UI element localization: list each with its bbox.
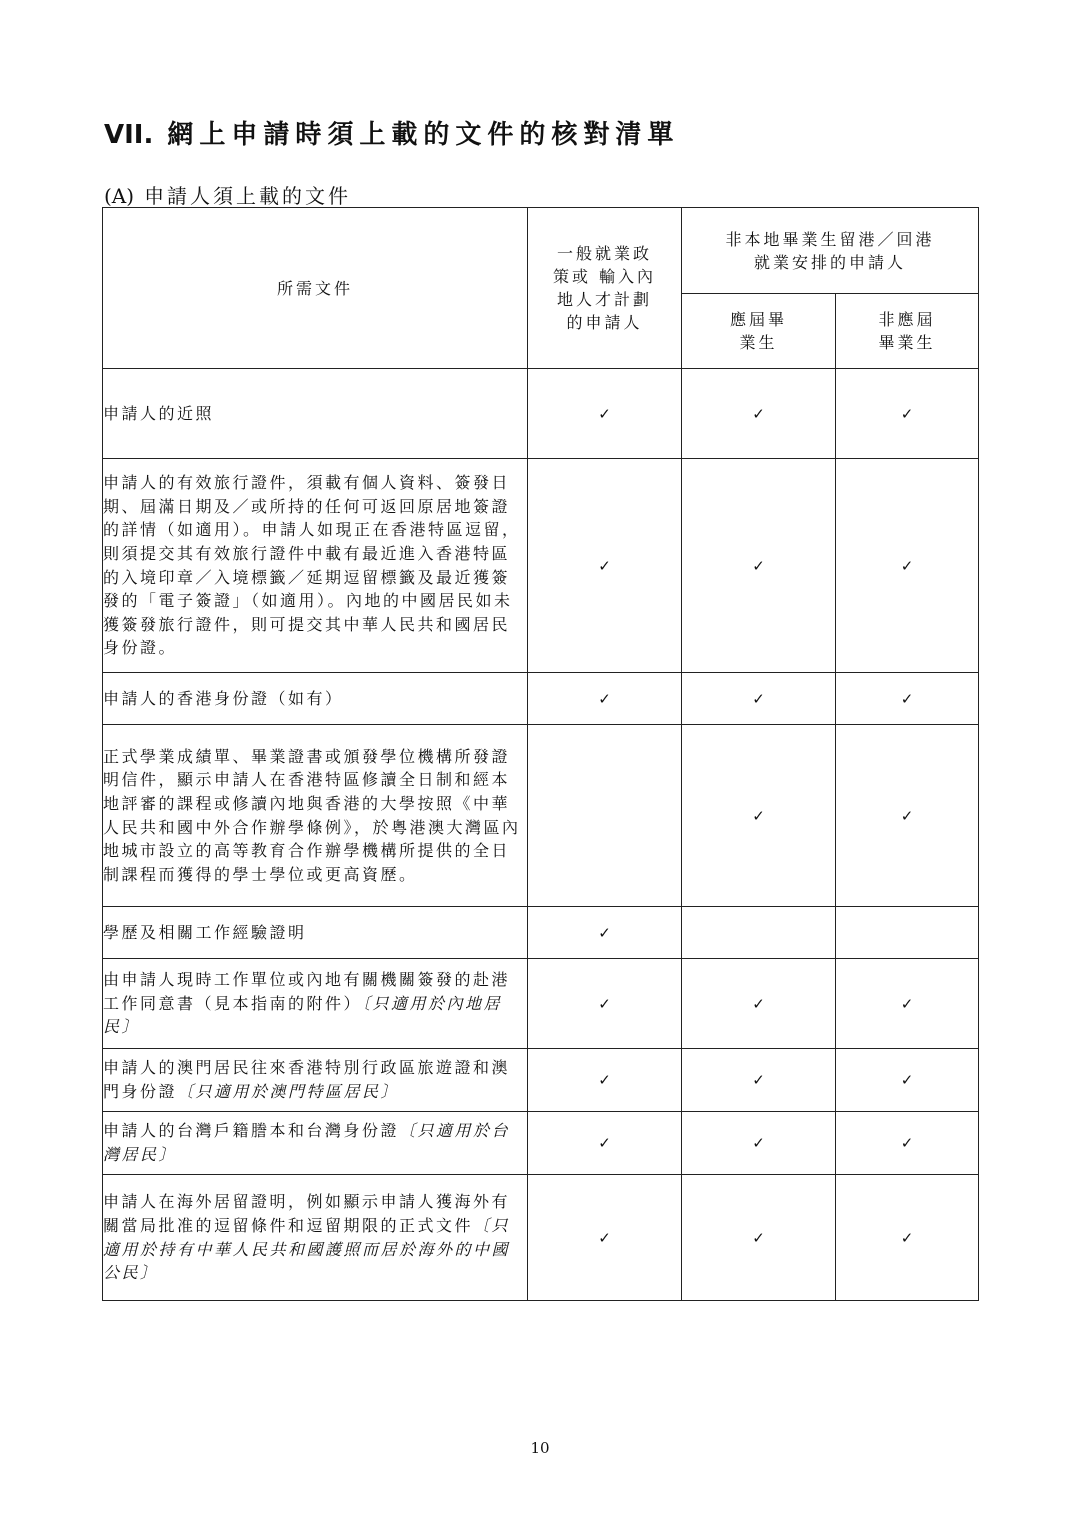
table-row [103,1175,979,1301]
check-cell [528,369,682,459]
checkmark-icon: ✓ [900,994,914,1013]
table-row [103,1112,979,1175]
check-cell [528,725,682,907]
table-row [103,725,979,907]
checkmark-icon: ✓ [900,689,914,708]
check-cell [682,459,836,673]
checkmark-icon: ✓ [900,1228,914,1247]
checkmark-icon: ✓ [598,556,611,575]
checkmark-icon: ✓ [900,1071,914,1089]
documents-checklist-table [102,207,979,1301]
document-text: 申請人的澳門居民往來香港特別行政區旅遊證和澳門身份證 [103,1058,511,1101]
check-cell [836,369,979,459]
check-cell [682,1112,836,1175]
checkmark-icon: ✓ [598,1071,611,1089]
check-cell [682,1175,836,1301]
document-text: 申請人在海外居留證明，例如顯示申請人獲海外有關當局批准的逗留條件和逗留期限的正式文件 [103,1192,511,1235]
checkmark-icon: ✓ [598,923,611,942]
document-text: 申請人的近照 [103,403,215,423]
document-text: 正式學業成績單、畢業證書或頒發學位機構所發證明信件，顯示申請人在香港特區修讀全日制和經本地評審的課程或修讀內地與香港的大學按照《中華人民共和國中外合作辦學條例》，於粵港澳大灣區內地城市設立的高等教育合作辦學機構所提供的全日制課程而獲得的學士學位或更高資歷。 [103,746,521,884]
document-note: 〔只適用於內地居民〕 [103,993,503,1037]
check-cell [836,1175,979,1301]
header-non-fresh-graduates: 非應屆畢業生 [836,294,979,369]
check-cell [528,1175,682,1301]
check-cell [682,369,836,459]
checkmark-icon: ✓ [900,556,914,575]
checkmark-icon: ✓ [752,994,765,1013]
document-note: 〔只適用於澳門特區居民〕 [177,1082,400,1101]
table-row [103,369,979,459]
header-fresh-graduates: 應屆畢業生 [682,294,836,369]
check-cell [682,673,836,725]
document-cell [103,673,528,725]
check-cell [836,907,979,959]
subsection-label: (A) [104,184,135,208]
check-cell [682,725,836,907]
checkmark-icon: ✓ [752,1071,765,1089]
check-cell [836,725,979,907]
document-cell [103,1112,528,1175]
check-cell [528,1112,682,1175]
checkmark-icon: ✓ [752,1228,765,1247]
table-row [103,907,979,959]
check-cell [836,459,979,673]
subsection-text: 申請人須上載的文件 [144,184,352,208]
checkmark-icon: ✓ [598,994,611,1013]
check-cell [836,1112,979,1175]
table-row [103,959,979,1049]
section-number: VII. [104,120,154,150]
table-row [103,459,979,673]
checkmark-icon: ✓ [598,689,611,708]
check-cell [682,907,836,959]
checkmark-icon: ✓ [900,1134,914,1152]
check-cell [528,907,682,959]
check-cell [528,459,682,673]
document-text: 申請人的香港身份證（如有） [103,688,344,708]
document-cell [103,725,528,907]
checkmark-icon: ✓ [598,1134,611,1152]
table-row [103,1049,979,1112]
check-cell [682,1049,836,1112]
checkmark-icon: ✓ [752,404,765,423]
document-note: 〔只適用於台灣居民〕 [103,1121,511,1164]
check-cell [836,1049,979,1112]
checkmark-icon: ✓ [900,404,914,423]
document-text: 學歷及相關工作經驗證明 [103,922,307,942]
check-cell [836,673,979,725]
document-cell [103,1049,528,1112]
subsection-heading [104,180,351,209]
page-number: 10 [530,1439,550,1457]
checkmark-icon: ✓ [752,806,765,825]
check-cell [528,1049,682,1112]
document-cell [103,907,528,959]
document-note: 〔只適用於持有中華人民共和國護照而居於海外的中國公民〕 [103,1215,511,1283]
check-cell [528,673,682,725]
header-general-applicants: 一般就業政策或 輸入內地人才計劃的申請人 [528,208,682,369]
checkmark-icon: ✓ [752,1134,765,1152]
document-cell [103,1175,528,1301]
document-text: 申請人的台灣戶籍謄本和台灣身份證 [103,1121,400,1141]
document-text: 由申請人現時工作單位或內地有關機關簽發的赴港工作同意書（見本指南的附件） [103,970,511,1013]
checkmark-icon: ✓ [598,1228,611,1247]
section-title [104,114,679,151]
section-title-text: 網上申請時須上載的文件的核對清單 [167,120,680,150]
document-cell [103,959,528,1049]
document-cell [103,369,528,459]
checkmark-icon: ✓ [900,806,914,825]
checkmark-icon: ✓ [752,689,765,708]
checkmark-icon: ✓ [752,556,765,575]
document-text: 申請人的有效旅行證件，須載有個人資料、簽發日期、屆滿日期及／或所持的任何可返回原居地簽證的詳情（如適用）。申請人如現正在香港特區逗留，則須提交其有效旅行證件中載有最近進入香港特區的入境印章／入境標籤／延期逗留標籤及最近獲簽發的「電子簽證」（如適用）。內地的中國居民如未獲簽發旅行證件，則可提交其中華人民共和國居民身份證。 [103,473,521,658]
check-cell [836,959,979,1049]
checkmark-icon: ✓ [598,404,611,423]
check-cell [528,959,682,1049]
check-cell [682,959,836,1049]
header-documents: 所需文件 [103,208,528,369]
document-cell [103,459,528,673]
table-row [103,673,979,725]
header-non-local-graduates: 非本地畢業生留港／回港就業安排的申請人 [682,208,979,294]
